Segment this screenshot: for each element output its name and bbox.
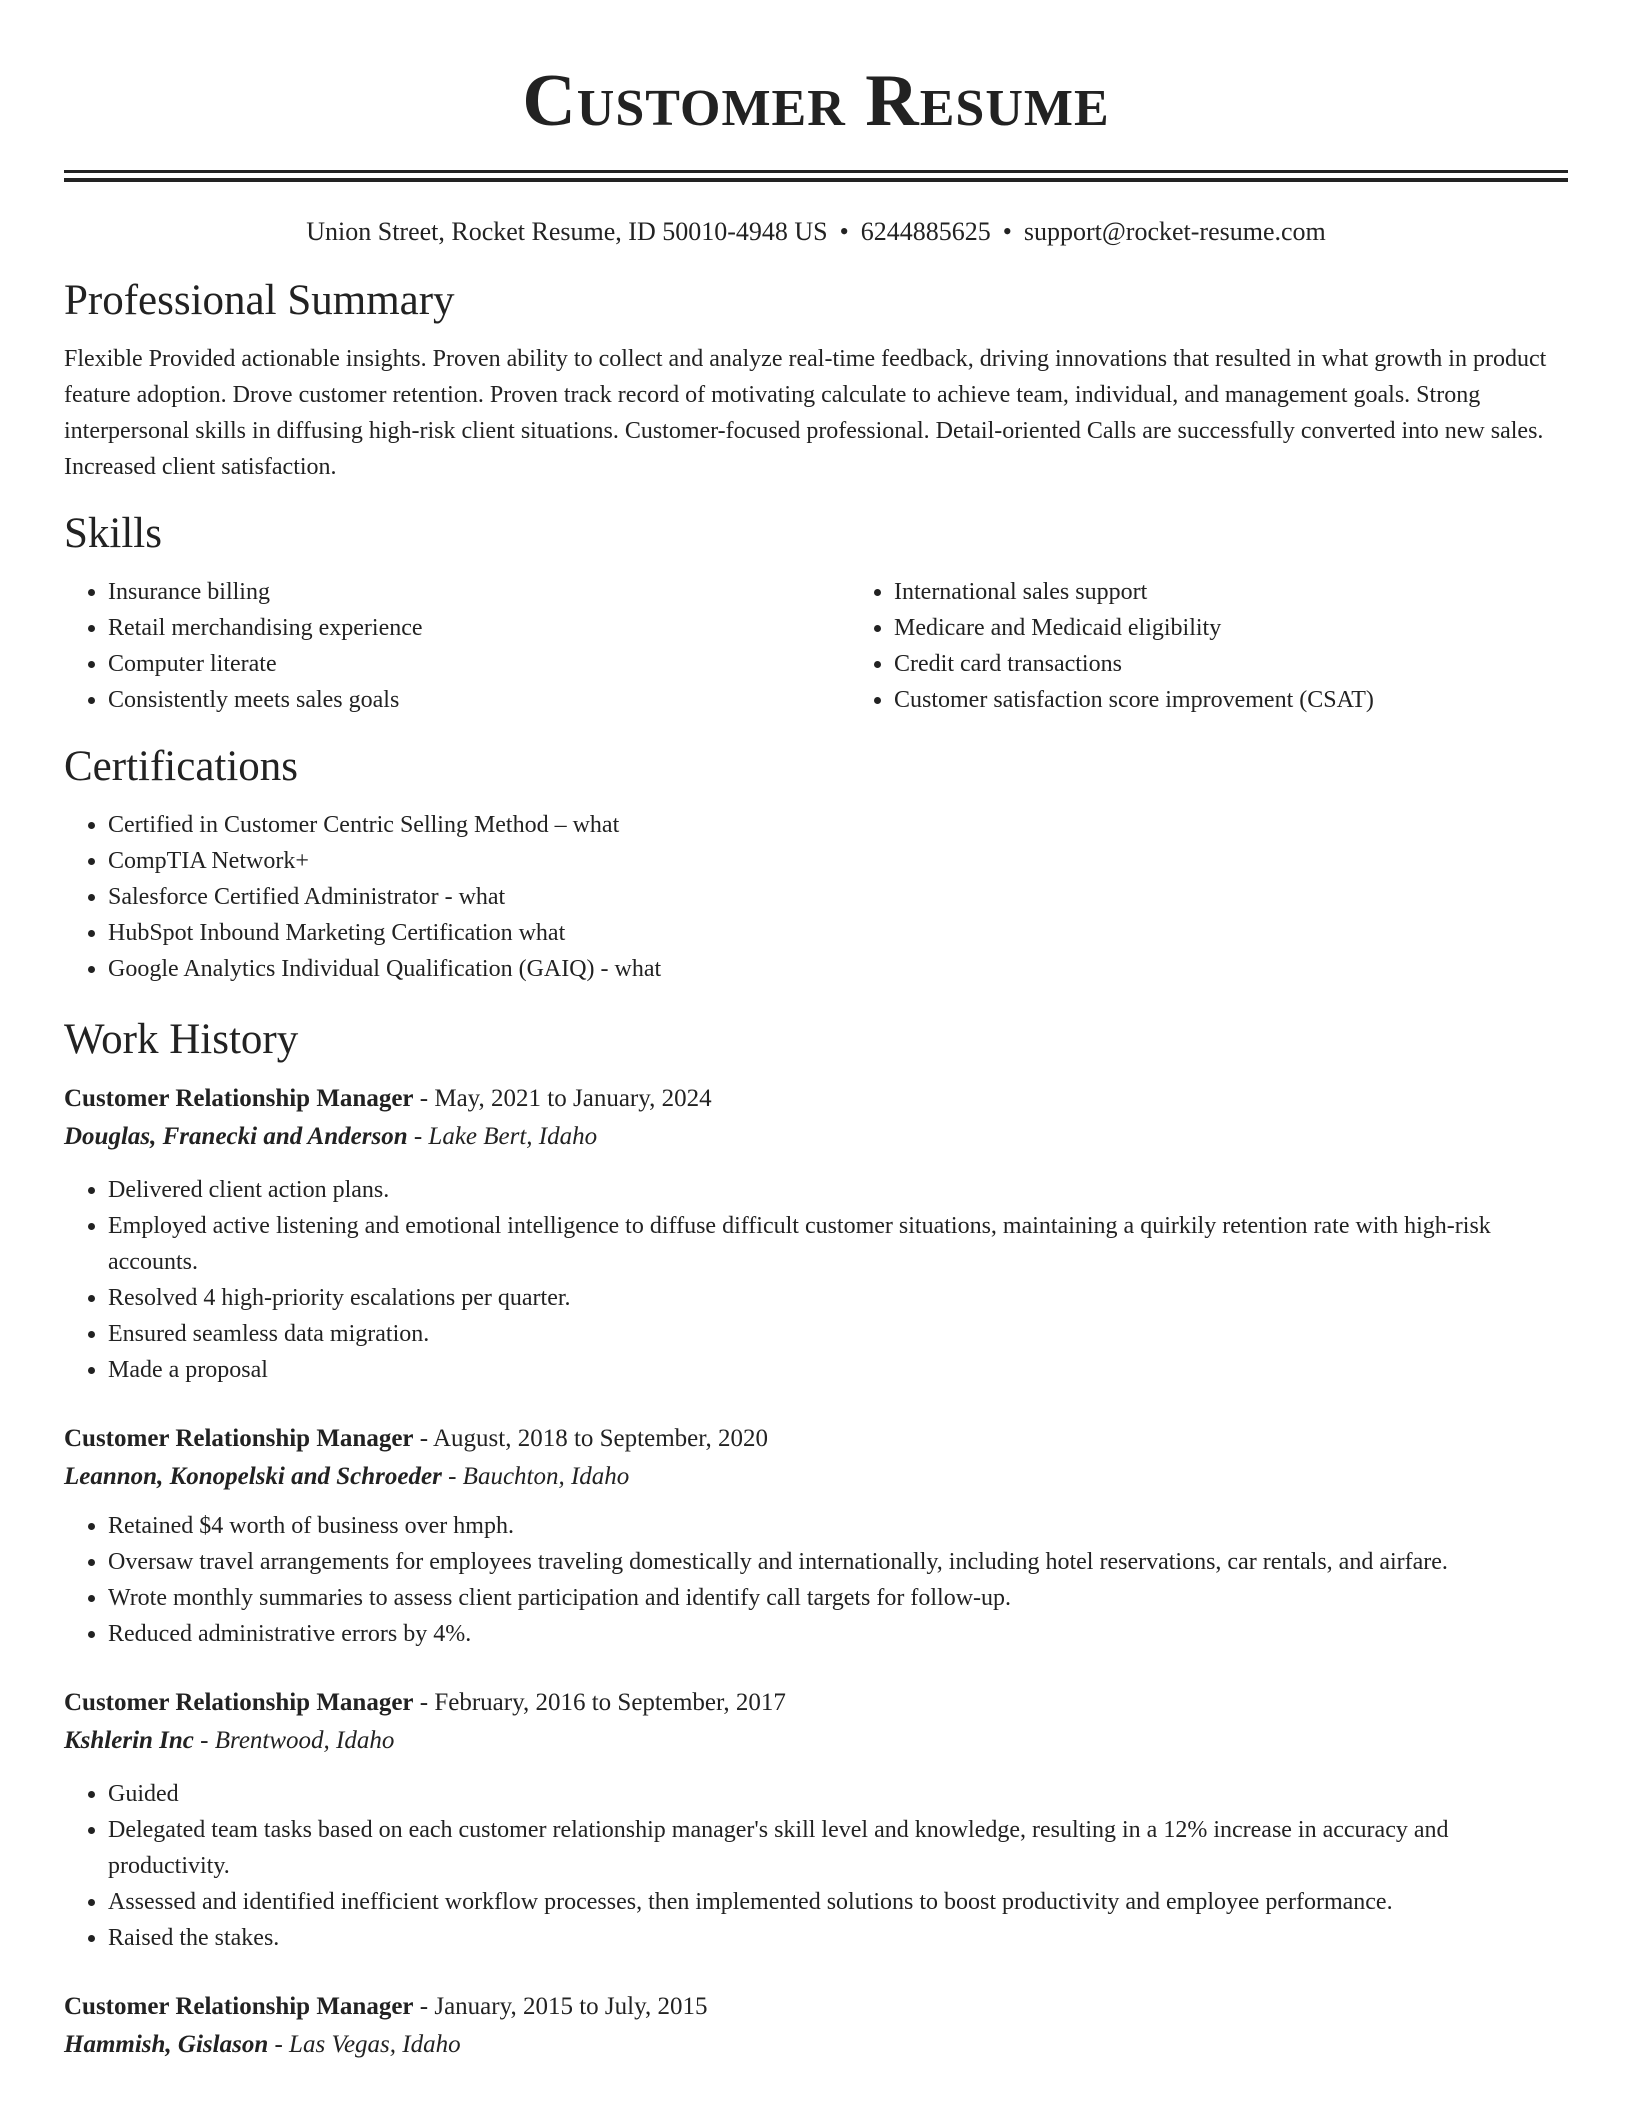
job-bullets [64, 1508, 1568, 1652]
contact-separator: • [1002, 217, 1012, 246]
job-bullet: • Wrote monthly summaries to assess client participation and identify call targets for follow-up. [108, 1580, 1568, 1616]
job-title-line [64, 1988, 1568, 2026]
job-bullet: • Assessed and identified inefficient workflow processes, then implemented solutions to boost productivity and employee performance. [108, 1884, 1568, 1920]
job-dates: - May, 2021 to January, 2024 [413, 1085, 712, 1112]
job-title: Customer Relationship Manager [64, 1689, 414, 1716]
contact-address: Union Street, Rocket Resume, ID 50010-4948 US [306, 217, 828, 246]
resume-name: Customer Resume [522, 60, 1110, 142]
job-company-line [64, 1118, 1568, 1156]
skills-heading: Skills [64, 510, 162, 557]
job-bullet: • Reduced administrative errors by 4%. [108, 1616, 1568, 1652]
certifications-section [64, 741, 1568, 987]
summary-heading: Professional Summary [64, 277, 455, 324]
summary-section [64, 275, 1568, 485]
job-title: Customer Relationship Manager [64, 1425, 414, 1452]
certification-item: • Salesforce Certified Administrator - what [108, 879, 1568, 915]
job-location: - Brentwood, Idaho [193, 1727, 395, 1754]
contact-email: support@rocket-resume.com [1023, 217, 1326, 246]
job-bullet: • Delegated team tasks based on each customer relationship manager's skill level and knowledge, resulting in a 12% increase in accuracy and productivity. [108, 1812, 1568, 1884]
skill-item: • Insurance billing [108, 574, 850, 610]
skills-grid [64, 574, 1568, 718]
skill-item: • Retail merchandising experience [108, 610, 850, 646]
skill-item: • Credit card transactions [894, 646, 1632, 682]
job-bullet: • Made a proposal [108, 1352, 1568, 1388]
job-company-line [64, 1458, 1568, 1496]
skill-item: • International sales support [894, 574, 1632, 610]
contact-line [64, 216, 1568, 248]
skill-item: • Customer satisfaction score improvement (CSAT) [894, 682, 1632, 718]
job-company-line [64, 2026, 1568, 2064]
job-bullet: • Resolved 4 high-priority escalations per quarter. [108, 1280, 1568, 1316]
certifications-heading: Certifications [64, 743, 299, 790]
header-double-rule [64, 170, 1568, 182]
skill-item: • Computer literate [108, 646, 850, 682]
job-bullets [64, 1172, 1568, 1388]
contact-phone: 6244885625 [860, 217, 991, 246]
job-entry [64, 1684, 1568, 1956]
job-entry [64, 1988, 1568, 2064]
job-title-line [64, 1420, 1568, 1458]
skill-item: • Consistently meets sales goals [108, 682, 850, 718]
job-company: Hammish, Gislason [64, 2031, 269, 2058]
work-history-heading: Work History [64, 1016, 299, 1063]
work-history-section [64, 1014, 1568, 2064]
job-bullet: • Raised the stakes. [108, 1920, 1568, 1956]
job-bullet: • Guided [108, 1776, 1568, 1812]
summary-text: Flexible Provided actionable insights. Proven ability to collect and analyze real-time feedback, driving innovations that resulted in what growth in product feature adoption. Drove customer retention. Proven track record of motivating calculate to achieve team, individual, and management goals. Strong interpersonal skills in diffusing high-risk client situations. Customer-focused professional. Detail-oriented Calls are successfully converted into new sales. Increased client satisfaction. [64, 346, 1547, 480]
job-title: Customer Relationship Manager [64, 1085, 414, 1112]
skill-item: • Medicare and Medicaid eligibility [894, 610, 1632, 646]
job-dates: - February, 2016 to September, 2017 [413, 1689, 786, 1716]
job-entry [64, 1420, 1568, 1652]
certifications-list [64, 807, 1568, 987]
contact-separator: • [839, 217, 849, 246]
certification-item: • Certified in Customer Centric Selling Method – what [108, 807, 1568, 843]
job-location: - Las Vegas, Idaho [268, 2031, 461, 2058]
job-title-line [64, 1080, 1568, 1118]
job-bullet: • Oversaw travel arrangements for employees traveling domestically and internationally, including hotel reservations, car rentals, and airfare. [108, 1544, 1568, 1580]
job-bullet: • Retained $4 worth of business over hmph. [108, 1508, 1568, 1544]
job-location: - Lake Bert, Idaho [407, 1123, 598, 1150]
job-dates: - January, 2015 to July, 2015 [413, 1993, 708, 2020]
job-bullet: • Ensured seamless data migration. [108, 1316, 1568, 1352]
job-entry [64, 1080, 1568, 1388]
certification-item: • CompTIA Network+ [108, 843, 1568, 879]
job-location: - Bauchton, Idaho [441, 1463, 630, 1490]
job-title: Customer Relationship Manager [64, 1993, 414, 2020]
skills-section [64, 508, 1568, 718]
job-bullets [64, 1776, 1568, 1956]
skills-list-right [850, 574, 1632, 718]
job-company: Douglas, Franecki and Anderson [64, 1123, 408, 1150]
job-title-line [64, 1684, 1568, 1722]
job-bullet: • Delivered client action plans. [108, 1172, 1568, 1208]
job-company: Kshlerin Inc [64, 1727, 194, 1754]
job-bullet: • Employed active listening and emotional intelligence to diffuse difficult customer situations, maintaining a quirkily retention rate with high-risk accounts. [108, 1208, 1568, 1280]
certification-item: • HubSpot Inbound Marketing Certification what [108, 915, 1568, 951]
job-company: Leannon, Konopelski and Schroeder [64, 1463, 442, 1490]
job-dates: - August, 2018 to September, 2020 [413, 1425, 769, 1452]
certification-item: • Google Analytics Individual Qualification (GAIQ) - what [108, 951, 1568, 987]
skills-list-left [64, 574, 850, 718]
job-company-line [64, 1722, 1568, 1760]
